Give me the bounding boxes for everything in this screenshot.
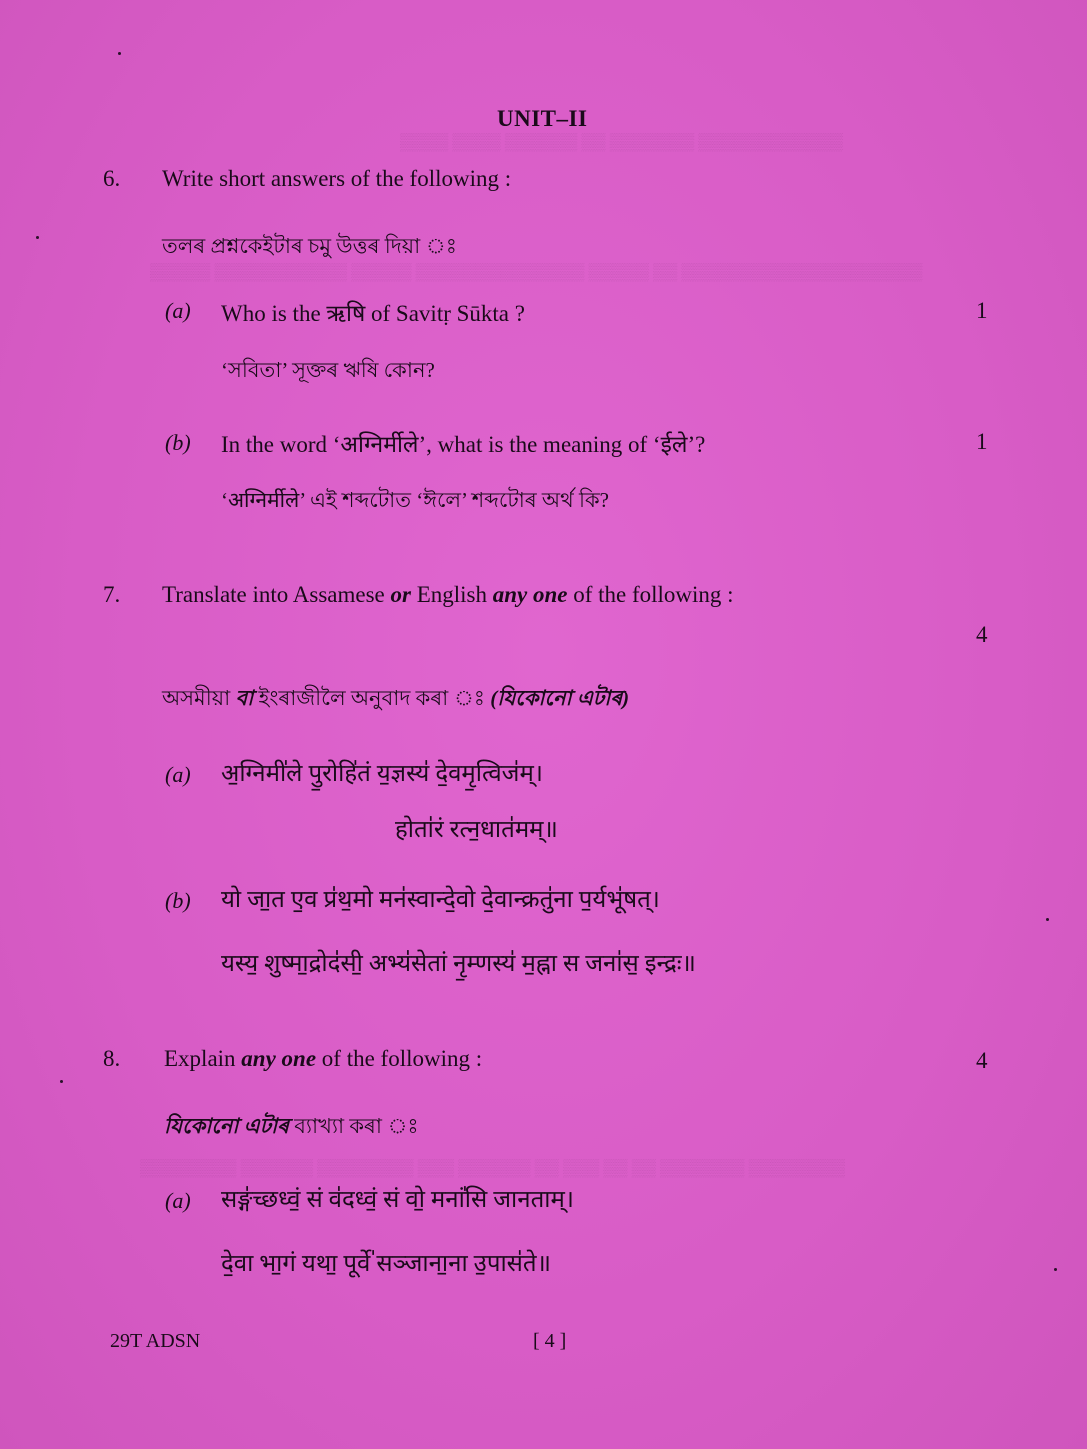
speck (36, 236, 39, 239)
question-8a-verse-line1: सङ्ग॑च्छध्वं॒ सं व॑दध्वं॒ सं वो॒ मनां॑सि जानताम्। (221, 1187, 574, 1213)
question-8-marks: 4 (976, 1048, 988, 1073)
question-6-number: 6. (103, 166, 121, 191)
question-8-prompt-assamese: যিকোনো এটাৰ ব্যাখ্যা কৰা ঃ (164, 1114, 419, 1138)
question-7a-verse-line1: अ॒ग्निमी॑ले पु॒रोहि॑तं य॒ज्ञस्य॑ दे॒वमृ॒त्विज॑म्। (221, 761, 543, 787)
question-6-prompt: Write short answers of the following : (162, 166, 512, 191)
question-8-number: 8. (103, 1046, 121, 1071)
question-7b-verse-line1: यो जा॒त ए॒व प्र॑थ॒मो मन॑स्वान्दे॒वो दे॒वान्क्रतु॑ना प॒र्यभू॑षत्। (221, 887, 660, 913)
question-6a-text: Who is the ऋषि of Savitṛ Sūkta ? (221, 301, 525, 326)
question-7b-label: (b) (165, 888, 191, 913)
question-6a-text-assamese: ‘সবিতা’ সূক্তৰ ঋষি কোন? (221, 358, 435, 382)
bleed-through-text: ▒▒▒▒▒▒▒▒ ▒▒▒▒▒▒ ▒▒▒▒▒▒▒▒ ▒▒▒ ▒▒▒▒▒▒ ▒▒ ▒▒▒ ▒▒ ▒▒ ▒▒▒▒▒▒▒ ▒▒▒▒▒▒▒▒ (140, 1158, 845, 1177)
bleed-through-text: ▒▒▒▒ ▒▒▒▒ ▒▒▒▒▒▒ ▒▒ ▒▒▒▒▒▒▒ ▒▒▒▒▒▒▒▒▒▒▒▒ (400, 132, 843, 151)
speck (60, 1080, 63, 1083)
unit-title: UNIT–II (497, 106, 588, 131)
bleed-through-text: ▒▒▒▒▒ ▒▒▒▒▒▒▒▒▒▒▒ ▒▒▒▒▒ ▒▒▒▒▒▒▒▒▒▒▒▒▒▒ ▒▒▒▒▒ ▒▒ ▒▒▒▒▒▒▒▒▒▒▒▒▒▒▒▒▒▒▒▒ (150, 262, 923, 281)
question-6b-label: (b) (165, 430, 191, 455)
question-7-number: 7. (103, 582, 121, 607)
question-8a-verse-line2: दे॒वा भा॒गं यथा॒ पूर्वे॑ सञ्जाना॒ना उ॒पास॑ते॥ (221, 1251, 551, 1277)
question-6-prompt-assamese: তলৰ প্ৰশ্নকেইটাৰ চমু উত্তৰ দিয়া ঃ (162, 234, 457, 258)
question-6b-text: In the word ‘अग्निर्मीले’, what is the meaning of ‘ईले’? (221, 432, 706, 457)
question-7-prompt: Translate into Assamese or English any one of the following : (162, 582, 734, 607)
question-7a-verse-line2: होता॑रं रत्न॒धात॑मम्॥ (395, 817, 558, 843)
question-6b-marks: 1 (976, 429, 988, 454)
question-6b-text-assamese: ‘अग्निर्मीले’ এই শব্দটোত ‘ঈলে’ শব্দটোৰ অৰ্থ কি? (221, 488, 609, 512)
question-8a-label: (a) (165, 1188, 191, 1213)
footer-paper-code: 29T ADSN (110, 1330, 201, 1352)
speck (1054, 1268, 1057, 1271)
question-7-marks: 4 (976, 622, 988, 647)
speck (118, 52, 121, 55)
question-6a-label: (a) (165, 298, 191, 323)
question-7a-label: (a) (165, 762, 191, 787)
question-6a-marks: 1 (976, 298, 988, 323)
question-7b-verse-line2: यस्य॒ शुष्मा॒द्रोद॑सी॒ अभ्य॑सेतां नृ॒म्णस्य॑ म॒ह्ना स जना॑स॒ इन्द्रः॥ (221, 951, 696, 977)
footer-page-number: [ 4 ] (533, 1330, 567, 1352)
speck (1046, 918, 1049, 921)
question-7-prompt-assamese: অসমীয়া বা ইংৰাজীলৈ অনুবাদ কৰা ঃ (যিকোনো এটাৰ) (162, 686, 630, 710)
question-8-prompt: Explain any one of the following : (164, 1046, 483, 1071)
